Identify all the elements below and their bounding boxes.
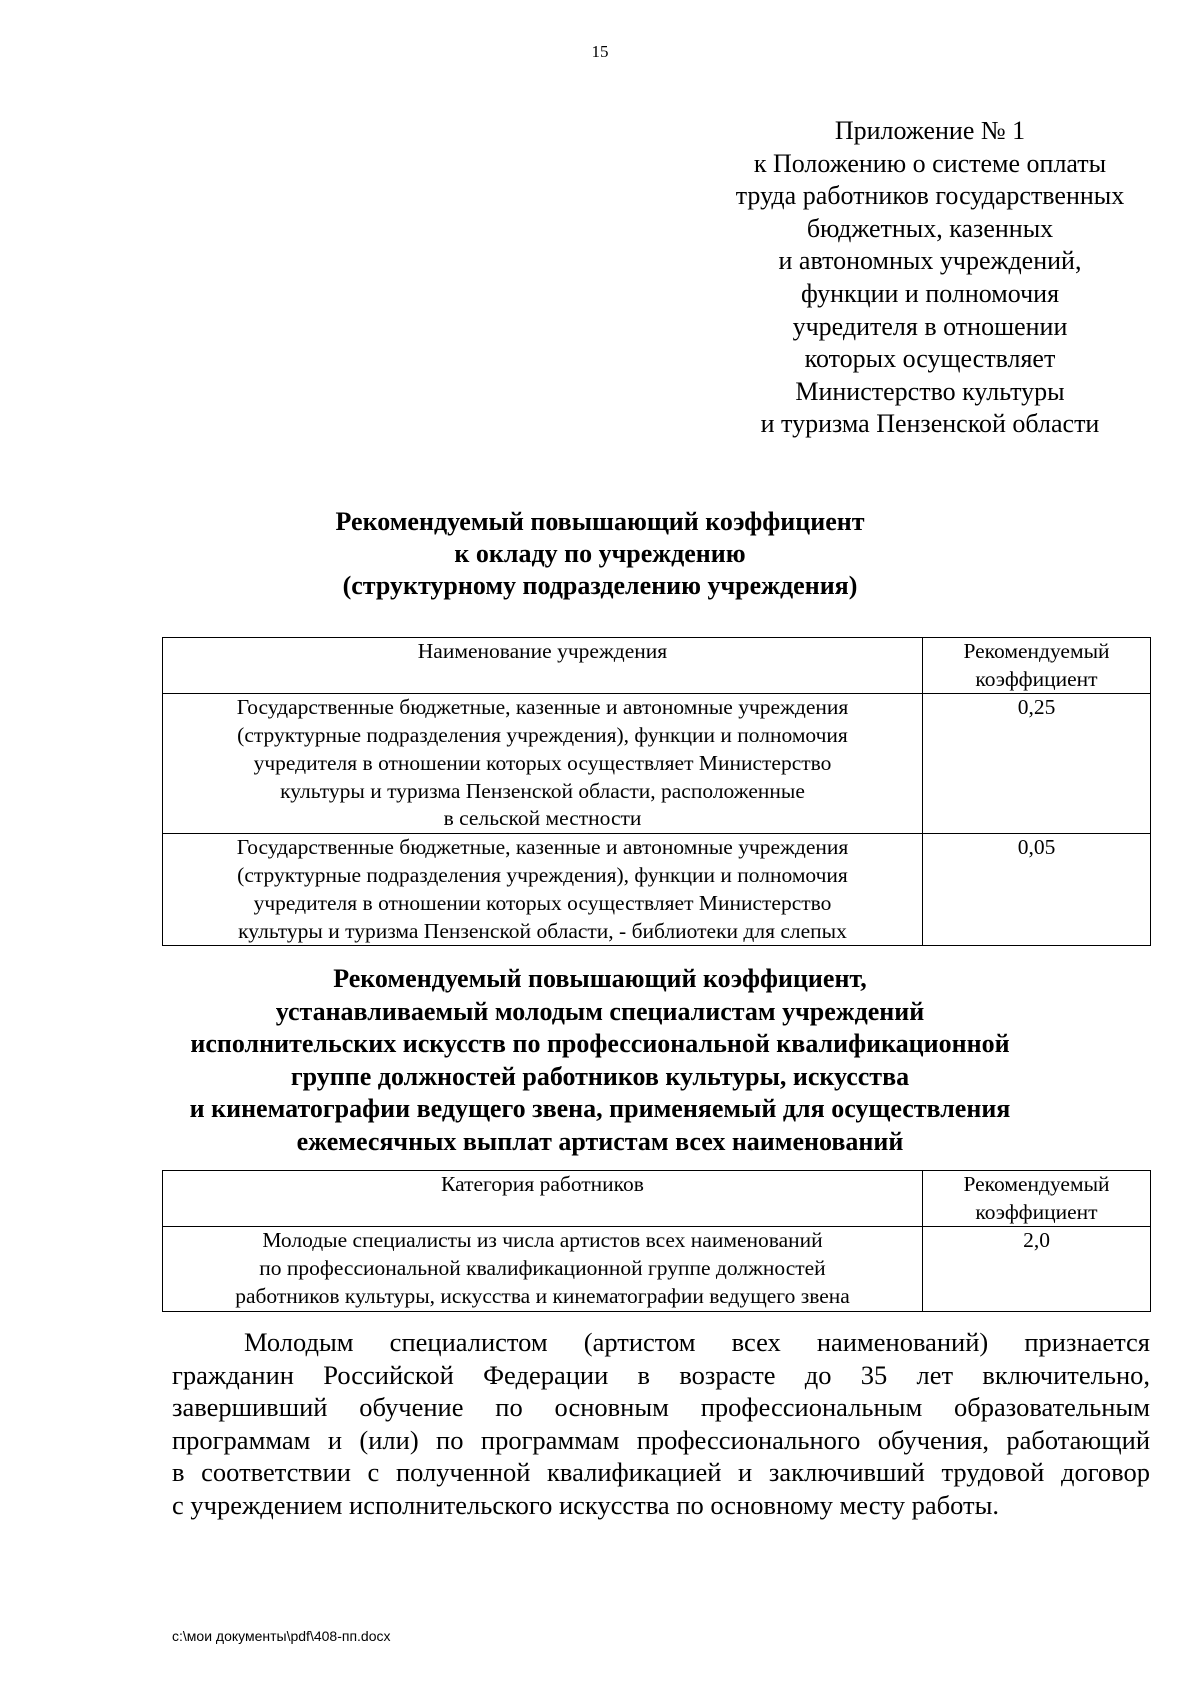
paragraph-line: Молодым специалистом (артистом всех наименований) признается [244, 1327, 1150, 1357]
heading-line: к окладу по учреждению [454, 539, 746, 568]
cell-institution-name: Государственные бюджетные, казенные и автономные учреждения (структурные подразделения учреждения), функции и полномочия учредителя в отношении которых осуществляет Министерство культуры и туризма Пензенской области, - библиотеки для слепых [163, 834, 923, 946]
heading-line: ежемесячных выплат артистам всех наименований [296, 1126, 904, 1156]
cell-worker-category: Молодые специалисты из числа артистов всех наименований по профессиональной квалификационной группе должностей работников культуры, искусства и кинематографии ведущего звена [163, 1227, 923, 1311]
heading-line: устанавливаемый молодым специалистам учреждений [275, 996, 925, 1026]
appendix-line: и туризма Пензенской области [760, 409, 1100, 439]
appendix-line: к Положению о системе оплаты [753, 148, 1107, 178]
young-specialist-definition-paragraph [172, 1326, 1150, 1521]
header-cell-name: Наименование учреждения [163, 638, 923, 694]
paragraph-line: программам и (или) по программам профессионального обучения, работающий [172, 1424, 1150, 1455]
footer-file-path: c:\мои документы\pdf\408-пп.docx [172, 1628, 391, 1644]
appendix-line: Министерство культуры [795, 376, 1065, 406]
coefficient-table-institutions [162, 637, 1151, 946]
table-header-row [163, 1171, 1151, 1227]
header-cell-coefficient: Рекомендуемый коэффициент [923, 638, 1151, 694]
heading-line: Рекомендуемый повышающий коэффициент [335, 507, 865, 536]
appendix-line: учредителя в отношении [792, 311, 1068, 341]
appendix-line: которых осуществляет [804, 344, 1056, 374]
appendix-header [680, 115, 1180, 441]
heading-line: (структурному подразделению учреждения) [342, 571, 858, 600]
appendix-line: и автономных учреждений, [778, 246, 1082, 276]
section2-heading [60, 963, 1140, 1158]
paragraph-line: в соответствии с полученной квалификацией и заключивший трудовой договор [172, 1457, 1150, 1487]
header-cell-coefficient: Рекомендуемый коэффициент [923, 1171, 1151, 1227]
heading-line: исполнительских искусств по профессиональной квалификационной [190, 1029, 1010, 1058]
cell-institution-name: Государственные бюджетные, казенные и автономные учреждения (структурные подразделения учреждения), функции и полномочия учредителя в отношении которых осуществляет Министерство культуры и туризма Пензенской области, расположенные в сельской местности [163, 694, 923, 834]
table-header-row [163, 638, 1151, 694]
heading-line: и кинематографии ведущего звена, применяемый для осуществления [189, 1094, 1011, 1123]
paragraph-line: с учреждением исполнительского искусства по основному месту работы. [172, 1489, 999, 1520]
paragraph-line: гражданин Российской Федерации в возрасте до 35 лет включительно, [172, 1359, 1150, 1390]
section1-heading [60, 506, 1140, 602]
coefficient-table-young-specialists [162, 1170, 1151, 1312]
table-row [163, 834, 1151, 946]
page-number: 15 [591, 42, 609, 61]
cell-coefficient-value: 0,25 [923, 694, 1151, 834]
appendix-line: функции и полномочия [800, 278, 1060, 308]
table-row [163, 1227, 1151, 1311]
header-cell-category: Категория работников [163, 1171, 923, 1227]
appendix-line: бюджетных, казенных [806, 213, 1054, 243]
paragraph-line: завершивший обучение по основным профессиональным образовательным [172, 1392, 1150, 1422]
heading-line: группе должностей работников культуры, искусства [290, 1061, 910, 1091]
cell-coefficient-value: 2,0 [923, 1227, 1151, 1311]
appendix-line: Приложение № 1 [834, 116, 1026, 145]
table-row [163, 694, 1151, 834]
cell-coefficient-value: 0,05 [923, 834, 1151, 946]
heading-line: Рекомендуемый повышающий коэффициент, [333, 964, 867, 993]
appendix-line: труда работников государственных [735, 181, 1125, 211]
